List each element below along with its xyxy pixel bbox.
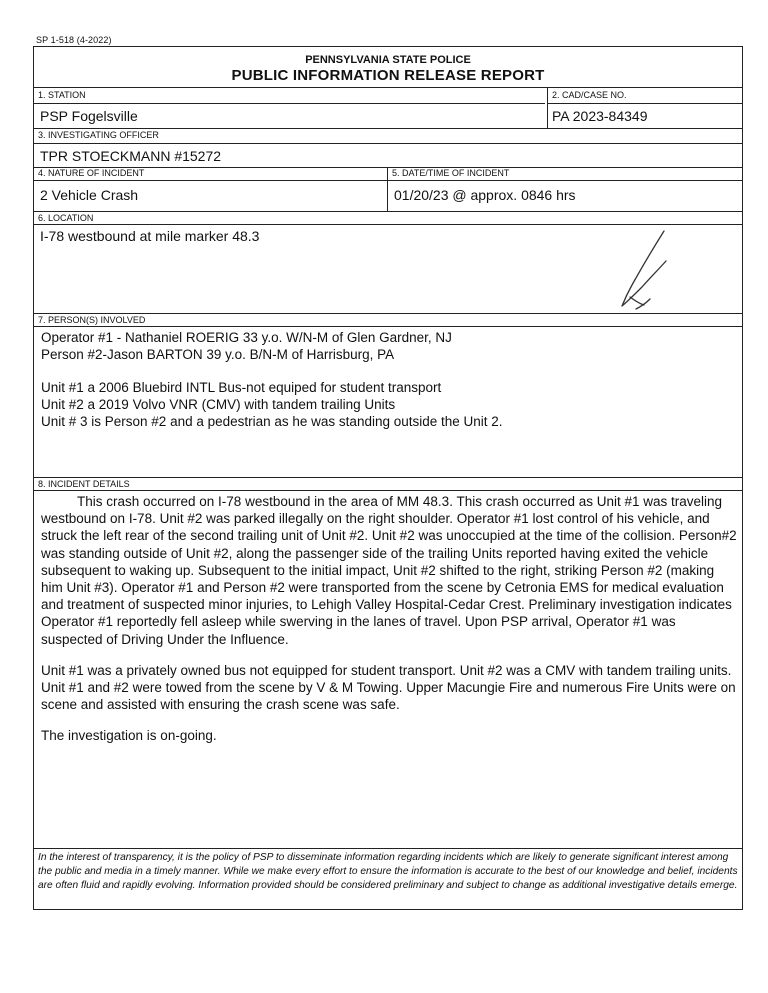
persons-label: 7. PERSON(S) INVOLVED — [38, 315, 146, 325]
nature-label: 4. NATURE OF INCIDENT — [38, 168, 145, 178]
location-label: 6. LOCATION — [38, 213, 94, 223]
divider — [34, 180, 742, 181]
disclaimer: In the interest of transparency, it is the policy of PSP to disseminate information regarding incidents which are likely to generate significant interest among the public and media in a timely manner. While we make every effort to ensure the information is accurate to the best of our knowledge and belief, incidents are often fluid and rapidly evolving. Information provided should be considered preliminary and subject to change as additional investigative details emerge. — [38, 852, 738, 891]
form-id: SP 1-518 (4-2022) — [36, 35, 112, 45]
details-label: 8. INCIDENT DETAILS — [38, 479, 130, 489]
details-paragraph: The investigation is on-going. — [41, 728, 217, 744]
divider — [34, 477, 742, 478]
divider — [34, 87, 742, 88]
case-no-label: 2. CAD/CASE NO. — [552, 90, 627, 100]
details-paragraph: Unit #1 was a privately owned bus not equipped for student transport. Unit #2 was a CMV with tandem trailing units. Unit #1 and #2 were towed from the scene by V & M Towing. Upper Macungie Fire and numerous Fire Units were on scene and assisted with ensuring the crash scene was safe. — [41, 662, 736, 713]
divider — [34, 143, 742, 144]
agency-name: PENNSYLVANIA STATE POLICE — [305, 54, 471, 66]
datetime-value: 01/20/23 @ approx. 0846 hrs — [394, 187, 576, 203]
signature-image — [594, 227, 684, 317]
person-line: Person #2-Jason BARTON 39 y.o. B/N-M of Harrisburg, PA — [41, 347, 395, 362]
details-paragraph: This crash occurred on I-78 westbound in the area of MM 48.3. This crash occurred as Unit #1 was traveling westbound on I-78. Unit #2 was parked illegally on the right shoulder. Operator #1 lost control of his vehicle, and struck the left rear of the second trailing unit of Unit #2. Unit #2 was unoccupied at the time of the collision. Person#2 was standing outside of Unit #2, along the passenger side of the trailing Units reported having exited the vehicle subsequent to waking up. Subsequent to the initial impact, Unit #2 shifted to the right, striking Person #2 (making him Unit #3). Operator #1 and Person #2 were transported from the scene by Cetronia EMS for medical evaluation and treatment of suspected minor injuries, to Lehigh Valley Hospital-Cedar Crest. Preliminary investigation indicates Operator #1 reportedly fell asleep while swerving in the lanes of travel. Upon PSP arrival, Operator #1 was suspected of Driving Under the Influence. — [41, 494, 737, 647]
divider — [547, 87, 548, 129]
nature-value: 2 Vehicle Crash — [40, 187, 139, 203]
unit-line: Unit #2 a 2019 Volvo VNR (CMV) with tandem trailing Units — [41, 397, 396, 412]
divider — [34, 224, 742, 225]
persons-section — [41, 329, 503, 430]
unit-line: Unit # 3 is Person #2 and a pedestrian as he was standing outside the Unit 2. — [41, 414, 503, 429]
datetime-label: 5. DATE/TIME OF INCIDENT — [392, 168, 510, 178]
station-value: PSP Fogelsville — [40, 108, 138, 124]
divider — [387, 167, 388, 212]
person-line: Operator #1 - Nathaniel ROERIG 33 y.o. W/N-M of Glen Gardner, NJ — [41, 330, 452, 345]
divider — [548, 103, 742, 104]
unit-line: Unit #1 a 2006 Bluebird INTL Bus-not equiped for student transport — [41, 380, 442, 395]
station-label: 1. STATION — [38, 90, 86, 100]
incident-details — [41, 493, 737, 759]
location-value: I-78 westbound at mile marker 48.3 — [40, 228, 260, 244]
case-no-value: PA 2023-84349 — [552, 108, 648, 124]
divider — [34, 848, 742, 849]
divider — [34, 211, 742, 212]
officer-label: 3. INVESTIGATING OFFICER — [38, 130, 159, 140]
officer-value: TPR STOECKMANN #15272 — [40, 148, 222, 164]
divider — [34, 490, 742, 491]
divider — [34, 103, 545, 104]
report-form — [33, 46, 743, 910]
divider — [34, 128, 742, 129]
divider — [34, 313, 742, 314]
report-title: PUBLIC INFORMATION RELEASE REPORT — [231, 67, 545, 84]
divider — [34, 326, 742, 327]
